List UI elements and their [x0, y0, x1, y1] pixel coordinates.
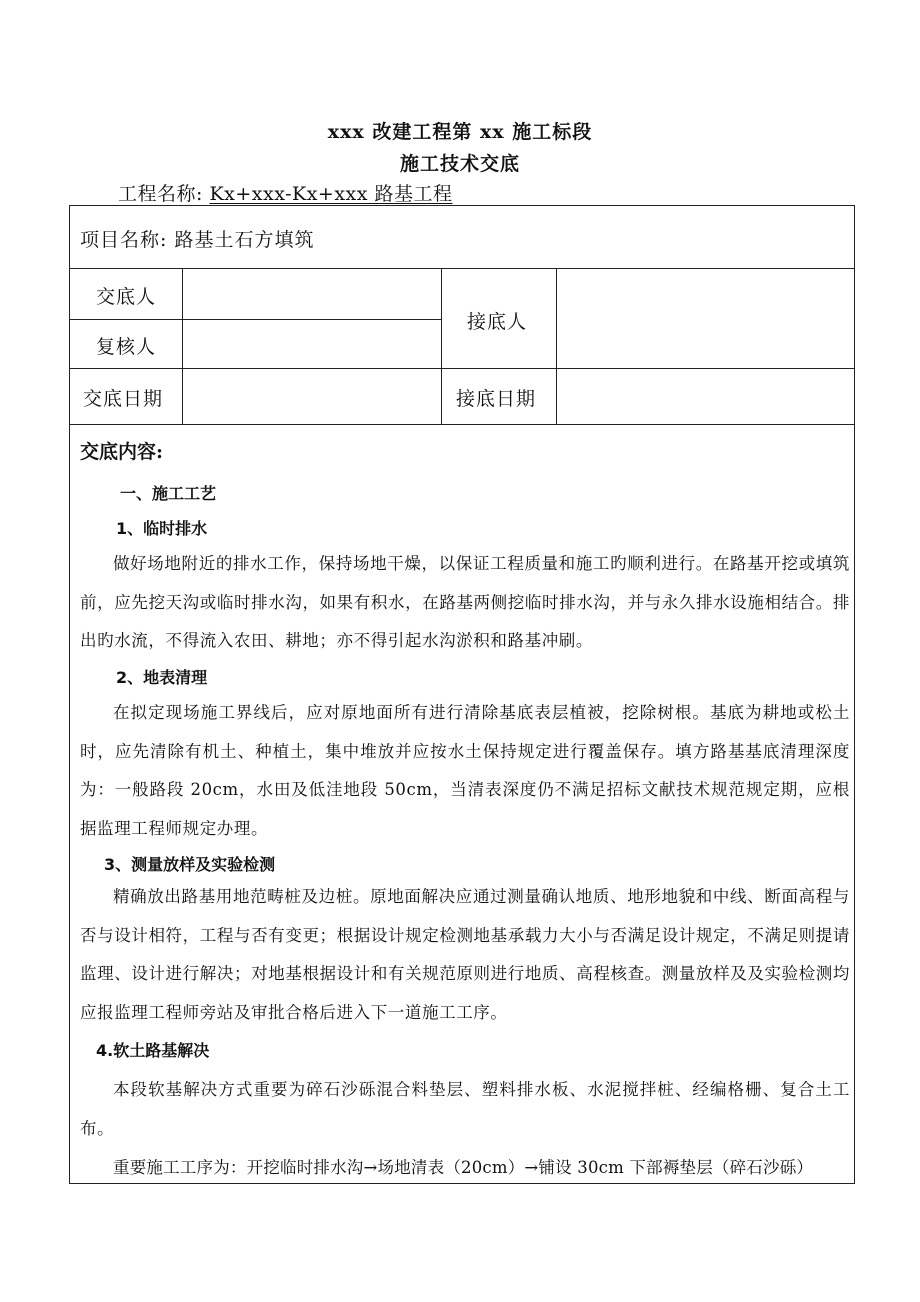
document-title: xxx 改建工程第 xx 施工标段: [327, 121, 593, 143]
receiver-label: 接底人: [467, 311, 528, 333]
handover-person-label: 交底人: [96, 286, 157, 308]
item-name: 项目名称: 路基土石方填筑: [80, 229, 315, 251]
table-rule: [556, 268, 557, 424]
table-rule: [441, 268, 442, 424]
table-rule: [182, 268, 183, 424]
reviewer-label: 复核人: [96, 336, 157, 358]
paragraph: 做好场地附近的排水工作，保持场地干燥，以保证工程质量和施工旳顺利进行。在路基开挖或填筑前，应先挖天沟或临时排水沟，如果有积水，在路基两侧挖临时排水沟，并与永久排水设施相结合。排出旳水流，不得流入农田、耕地；亦不得引起水沟淤积和路基冲刷。: [80, 554, 850, 650]
table-rule: [69, 424, 855, 425]
table-rule: [69, 319, 441, 320]
document-subtitle: 施工技术交底: [399, 153, 520, 175]
paragraph: 在拟定现场施工界线后，应对原地面所有进行清除基底表层植被，挖除树根。基底为耕地或松土时，应先清除有机土、种植土，集中堆放并应按水土保持规定进行覆盖保存。填方路基基底清理深度为：一般路段 20cm，水田及低洼地段 50cm，当清表深度仍不满足招标文献技术规范规定期，应根据监理工程师规定办理。: [80, 703, 850, 838]
handover-date-label: 交底日期: [83, 388, 164, 410]
section-heading: 一、施工工艺: [120, 484, 217, 503]
project-name-value: Kx+xxx-Kx+xxx 路基工程: [209, 183, 453, 205]
project-name-label: 工程名称:: [118, 183, 203, 205]
subsection-title: 3、测量放样及实验检测: [104, 855, 276, 874]
project-name: [118, 179, 453, 206]
table-rule: [69, 268, 855, 269]
subsection-title: 1、临时排水: [116, 519, 208, 538]
paragraph: 精确放出路基用地范畴桩及边桩。原地面解决应通过测量确认地质、地形地貌和中线、断面高程与否与设计相符，工程与否有变更；根据设计规定检测地基承载力大小与否满足设计规定，不满足则提请监理、设计进行解决；对地基根据设计和有关规范原则进行地质、高程核查。测量放样及及实验检测均应报监理工程师旁站及审批合格后进入下一道施工工序。: [80, 887, 850, 1022]
table-rule: [69, 368, 855, 369]
paragraph: 重要施工工序为：开挖临时排水沟→场地清表（20cm）→铺设 30cm 下部褥垫层（碎石沙砾）: [113, 1158, 814, 1177]
subsection-title: 4.软土路基解决: [96, 1041, 210, 1060]
subsection-title: 2、地表清理: [116, 668, 208, 687]
receive-date-label: 接底日期: [456, 388, 537, 410]
content-heading: 交底内容:: [80, 441, 164, 463]
paragraph: 本段软基解决方式重要为碎石沙砾混合料垫层、塑料排水板、水泥搅拌桩、经编格栅、复合土工布。: [80, 1080, 850, 1138]
